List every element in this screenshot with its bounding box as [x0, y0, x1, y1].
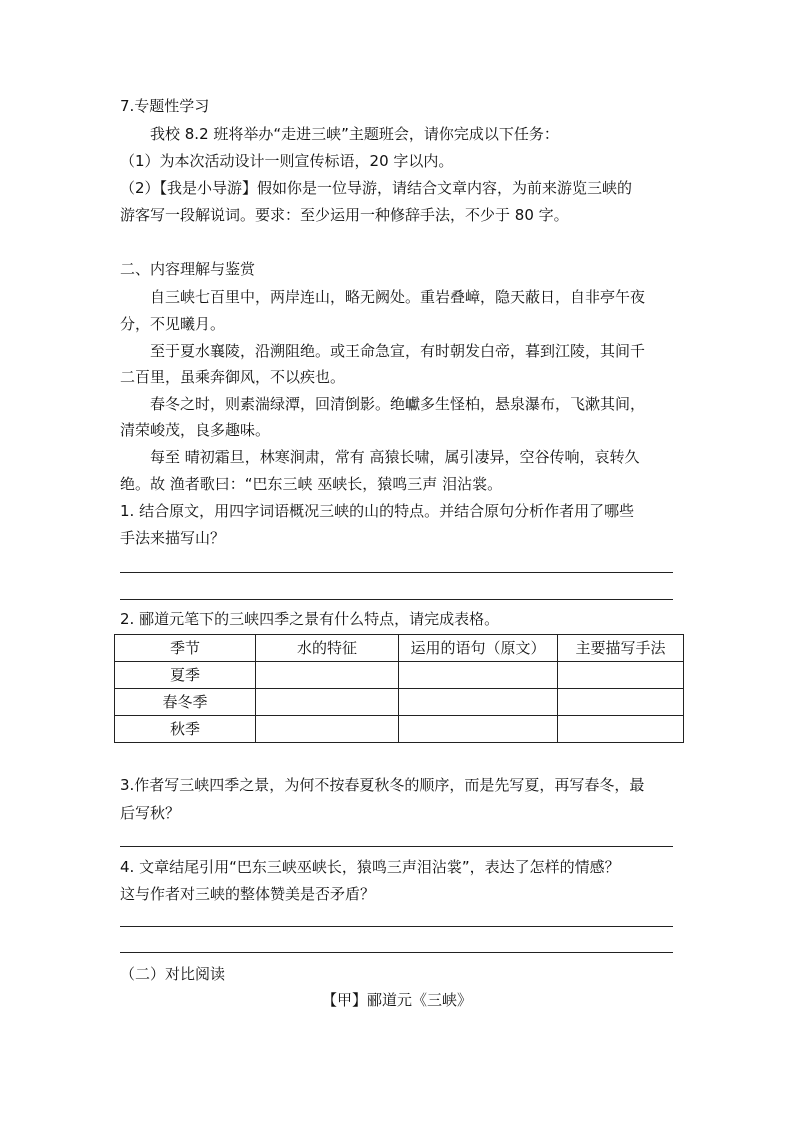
task7-item1: （1）为本次活动设计一则宣传标语，20 字以内。 — [120, 152, 454, 170]
answer-cell[interactable] — [256, 716, 399, 743]
question4-line2: 这与作者对三峡的整体赞美是否矛盾？ — [120, 885, 376, 903]
question4-line1: 4. 文章结尾引用“巴东三峡巫峡长，猿鸣三声泪沾裳”，表达了怎样的情感？ — [120, 858, 620, 876]
answer-cell[interactable] — [399, 689, 558, 716]
task7-intro: 我校 8.2 班将举办“走进三峡”主题班会，请你完成以下任务： — [150, 125, 559, 143]
question1-line2: 手法来描写山？ — [120, 529, 226, 547]
table-row — [115, 662, 684, 689]
answer-cell[interactable] — [558, 716, 684, 743]
compare-subtitle: 【甲】郦道元《三峡》 — [321, 991, 472, 1009]
answer-line[interactable] — [120, 572, 673, 573]
answer-cell[interactable] — [256, 662, 399, 689]
question2: 2. 郦道元笔下的三峡四季之景有什么特点，请完成表格。 — [120, 610, 500, 628]
table-header-cell: 季节 — [115, 635, 256, 662]
table-header-cell: 水的特征 — [256, 635, 399, 662]
question1-line1: 1. 结合原文，用四字词语概况三峡的山的特点。并结合原句分析作者用了哪些 — [120, 502, 635, 520]
answer-cell[interactable] — [399, 716, 558, 743]
passage-line: 清荣峻茂，良多趣味。 — [120, 421, 271, 439]
answer-line[interactable] — [120, 952, 673, 953]
passage-line: 绝。故 渔者歌曰：“巴东三峡 巫峡长，猿鸣三声 泪沾裳。 — [120, 475, 503, 493]
seasons-table — [114, 634, 684, 743]
passage-line: 至于夏水襄陵，沿溯阻绝。或王命急宣，有时朝发白帝，暮到江陵，其间千 — [150, 342, 646, 360]
answer-cell[interactable] — [558, 662, 684, 689]
passage-line: 每至 晴初霜旦，林寒涧肃，常有 高猿长啸，属引凄异，空谷传响，哀转久 — [150, 448, 640, 466]
compare-heading: （二）对比阅读 — [120, 965, 226, 983]
season-cell: 秋季 — [115, 716, 256, 743]
answer-cell[interactable] — [256, 689, 399, 716]
answer-line[interactable] — [120, 846, 673, 847]
task7-title: 7.专题性学习 — [120, 97, 210, 115]
table-header-row — [115, 635, 684, 662]
answer-line[interactable] — [120, 926, 673, 927]
table-header-cell: 主要描写手法 — [558, 635, 684, 662]
answer-line[interactable] — [120, 599, 673, 600]
passage-line: 自三峡七百里中，两岸连山，略无阙处。重岩叠嶂，隐天蔽日，自非亭午夜 — [150, 288, 646, 306]
question3-line2: 后写秋？ — [120, 804, 181, 822]
passage-line: 分，不见曦月。 — [120, 315, 226, 333]
answer-cell[interactable] — [558, 689, 684, 716]
task7-item2-line1: （2）【我是小导游】假如你是一位导游，请结合文章内容，为前来游览三峡的 — [120, 179, 633, 197]
season-cell: 夏季 — [115, 662, 256, 689]
answer-cell[interactable] — [399, 662, 558, 689]
table-row — [115, 689, 684, 716]
table-row — [115, 716, 684, 743]
table-header-cell: 运用的语句（原文） — [399, 635, 558, 662]
passage-line: 二百里，虽乘奔御风，不以疾也。 — [120, 368, 346, 386]
season-cell: 春冬季 — [115, 689, 256, 716]
task7-item2-line2: 游客写一段解说词。要求：至少运用一种修辞手法，不少于 80 字。 — [120, 206, 569, 224]
passage-line: 春冬之时，则素湍绿潭，回清倒影。绝巘多生怪柏，悬泉瀑布，飞漱其间， — [150, 395, 646, 413]
section2-heading: 二、内容理解与鉴赏 — [120, 260, 256, 278]
question3-line1: 3.作者写三峡四季之景，为何不按春夏秋冬的顺序，而是先写夏，再写春冬，最 — [120, 776, 645, 794]
